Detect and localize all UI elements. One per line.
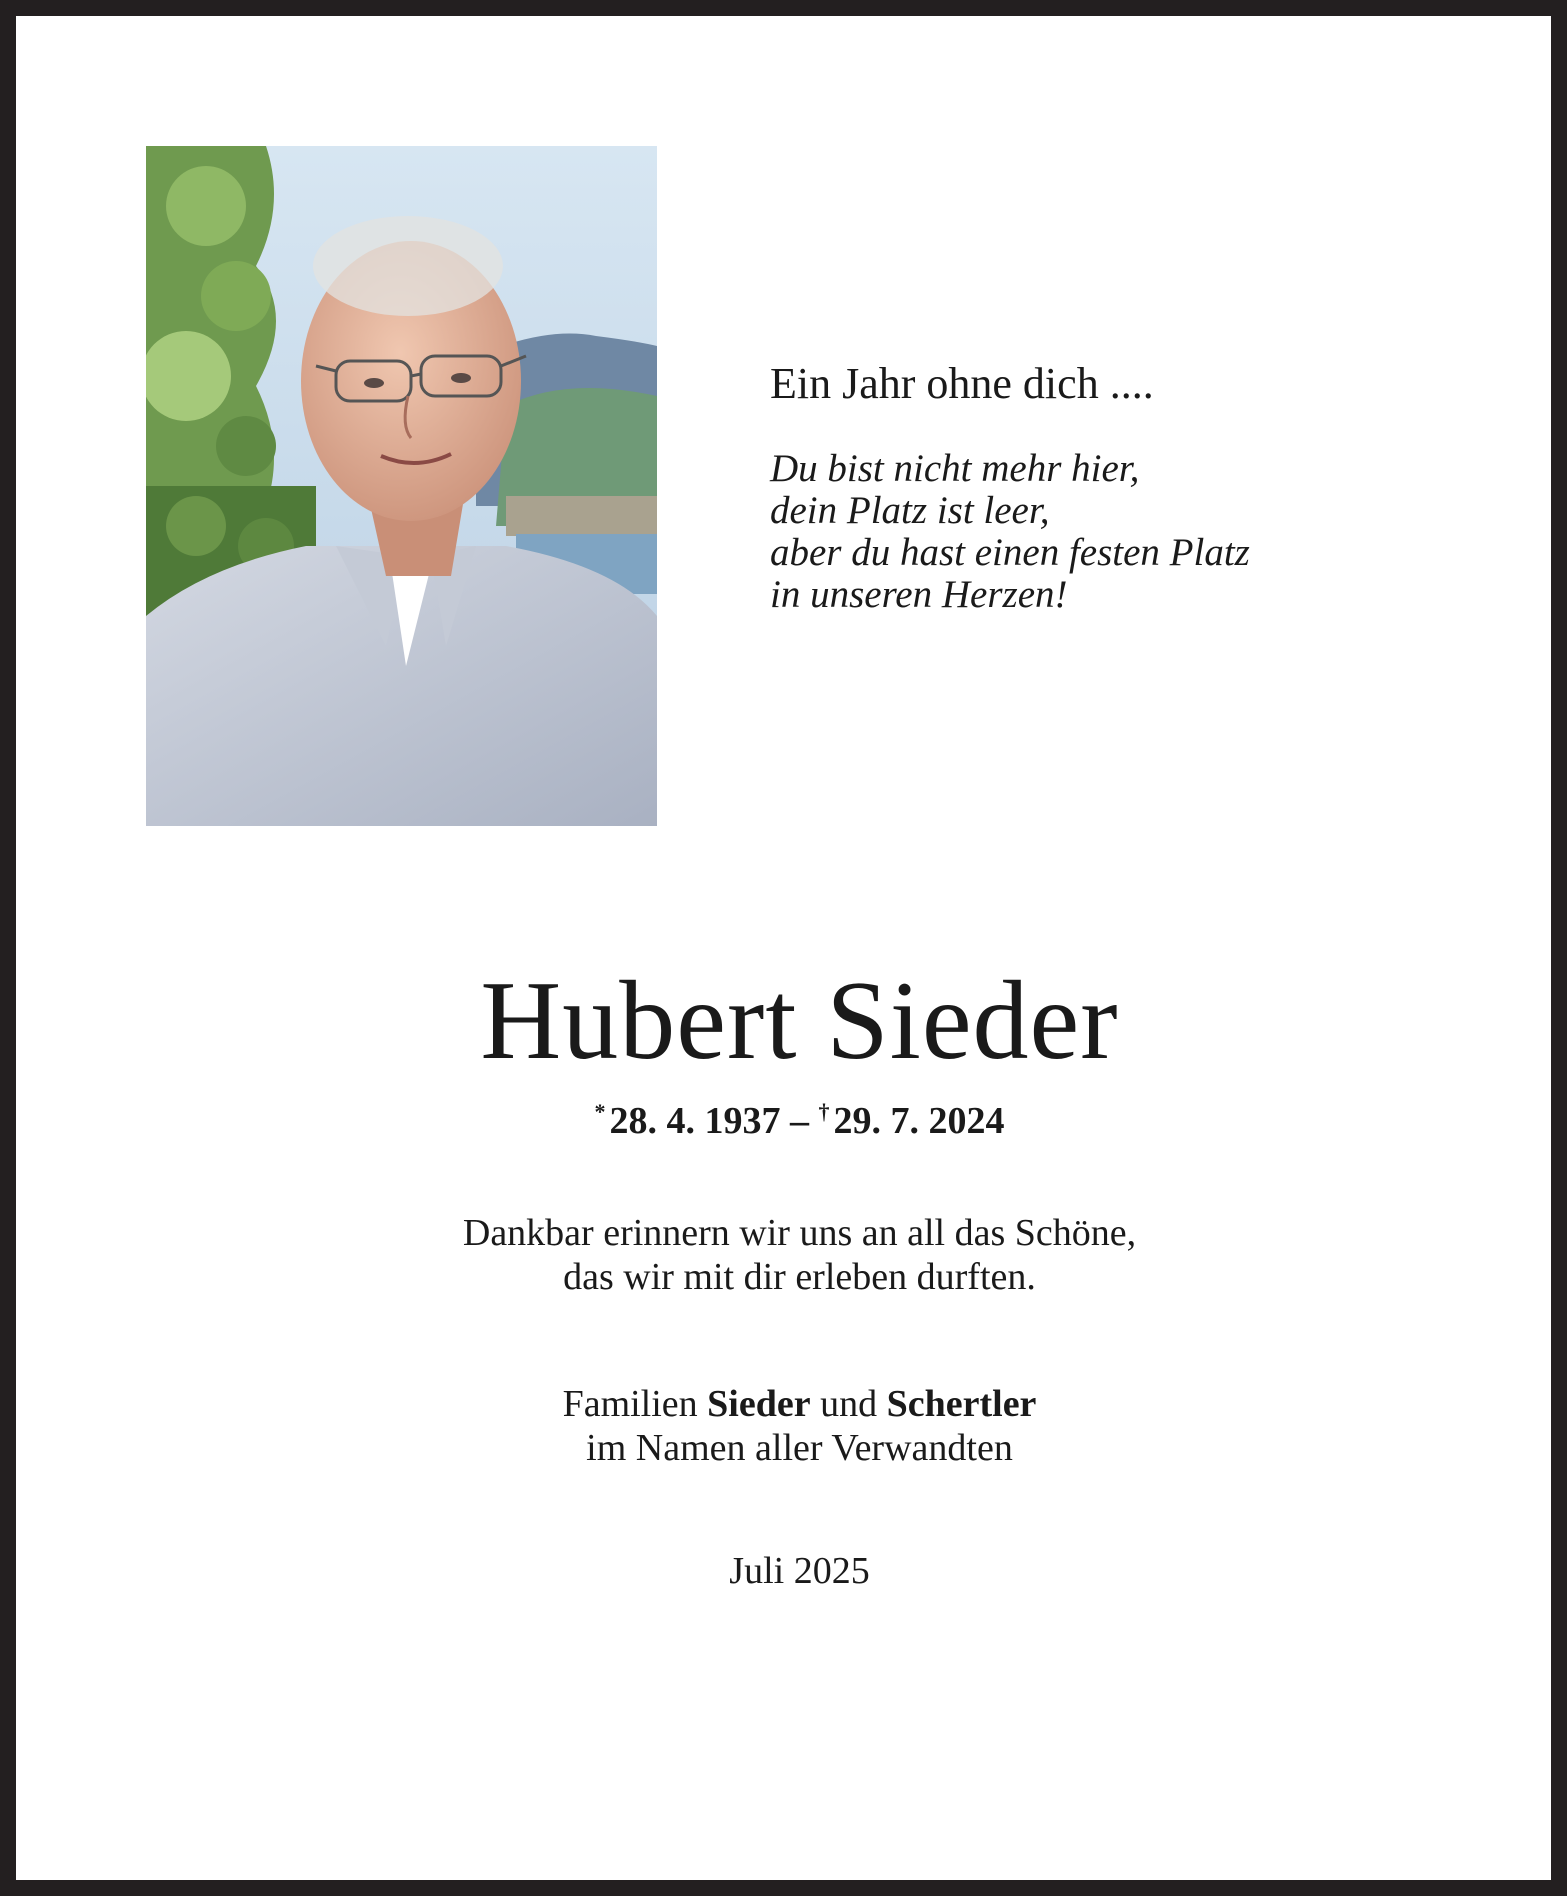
poem	[770, 448, 1470, 616]
family-prefix: Familien	[562, 1383, 698, 1425]
death-symbol: †	[818, 1099, 830, 1124]
relatives-line: im Namen aller Verwandten	[586, 1427, 1013, 1469]
poem-line: dein Platz ist leer,	[770, 489, 1050, 532]
life-dates	[16, 1088, 1567, 1145]
poem-line: Du bist nicht mehr hier,	[770, 447, 1140, 490]
family-name-sieder: Sieder	[707, 1383, 811, 1425]
notice-date: Juli 2025	[729, 1550, 870, 1592]
poem-line: aber du hast einen festen Platz	[770, 531, 1250, 574]
portrait-photo	[146, 146, 657, 826]
poem-line: in unseren Herzen!	[770, 573, 1068, 616]
birth-symbol: *	[594, 1099, 606, 1124]
date-separator: –	[790, 1100, 809, 1142]
thanks-line: das wir mit dir erleben durften.	[563, 1256, 1036, 1298]
thanks-text	[16, 1211, 1567, 1299]
death-date: 29. 7. 2024	[833, 1100, 1005, 1142]
family-name-schertler: Schertler	[886, 1383, 1037, 1425]
deceased-name: Hubert Sieder	[480, 959, 1119, 1083]
family-signature	[16, 1382, 1567, 1470]
birth-date: 28. 4. 1937	[609, 1100, 781, 1142]
family-line	[16, 1382, 1567, 1426]
motto-heading: Ein Jahr ohne dich ....	[770, 359, 1154, 408]
family-conjunction: und	[820, 1383, 878, 1425]
thanks-line: Dankbar erinnern wir uns an all das Schöne,	[462, 1212, 1137, 1254]
portrait-illustration	[146, 146, 657, 826]
